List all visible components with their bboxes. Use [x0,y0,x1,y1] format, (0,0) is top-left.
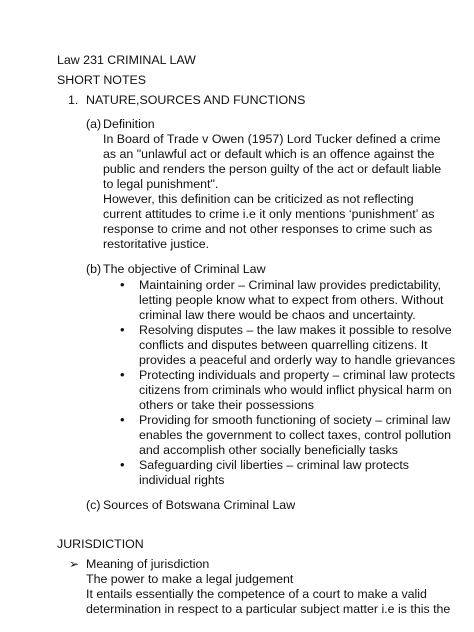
bullet-icon: • [120,322,125,337]
subsection-c-heading: Sources of Botswana Criminal Law [103,498,296,512]
definition-line: current attitudes to crime i.e it only mentions ‘punishment’ as [103,207,435,221]
jurisdiction-line: It entails essentially the competence of a court to make a valid [86,587,427,601]
definition-line: response to crime and not other responses to crime such as [103,222,433,236]
bullet-icon: • [120,367,125,382]
objective-line: Safeguarding civil liberties – criminal law protects [139,458,409,472]
bullet-icon: • [120,277,125,292]
subsection-a-heading: Definition [103,117,155,131]
objective-line: others or take their possessions [139,398,314,412]
objective-line: enables the government to collect taxes, control pollution [139,428,452,442]
jurisdiction-item-heading: Meaning of jurisdiction [86,557,210,571]
objective-line: and accomplish other socially beneficially tasks [139,443,398,457]
objective-line: Resolving disputes – the law makes it possible to resolve [139,323,452,337]
bullet-icon: • [120,457,125,472]
subsection-a-marker: (a) [86,117,102,131]
definition-line: public and renders the person guilty of the act or default liable [103,162,442,176]
short-notes-heading: SHORT NOTES [57,73,147,87]
objective-line: Maintaining order – Criminal law provides predictability, [139,278,442,292]
objective-line: letting people know what to expect from others. Without [139,293,444,307]
jurisdiction-line: determination in respect to a particular subject matter i.e is this the [86,602,451,616]
course-title: Law 231 CRIMINAL LAW [57,53,196,67]
objective-line: Protecting individuals and property – criminal law protects [139,368,456,382]
definition-line: In Board of Trade v Owen (1957) Lord Tucker defined a crime [103,132,441,146]
definition-line: to legal punishment". [103,177,219,191]
objective-line: conflicts and disputes between quarrelling citizens. It [139,338,428,352]
definition-line: as an "unlawful act or default which is an offence against the [103,147,435,161]
arrow-bullet-icon: ➢ [69,557,80,571]
subsection-c-marker: (c) [86,498,101,512]
section-number: 1. [68,93,79,107]
definition-line: restoritative justice. [103,237,210,251]
jurisdiction-line: The power to make a legal judgement [86,572,294,586]
subsection-b-marker: (b) [86,262,102,276]
objective-line: individual rights [139,473,225,487]
jurisdiction-heading: JURISDICTION [57,537,144,551]
objective-line: provides a peaceful and orderly way to handle grievances [139,353,456,367]
definition-line: However, this definition can be criticized as not reflecting [103,192,414,206]
section-title: NATURE,SOURCES AND FUNCTIONS [86,93,306,107]
objective-line: citizens from criminals who would inflict physical harm on [139,383,452,397]
objective-line: criminal law there would be chaos and uncertainty. [139,308,416,322]
bullet-icon: • [120,412,125,427]
subsection-b-heading: The objective of Criminal Law [103,262,266,276]
objective-line: Providing for smooth functioning of society – criminal law [139,413,451,427]
